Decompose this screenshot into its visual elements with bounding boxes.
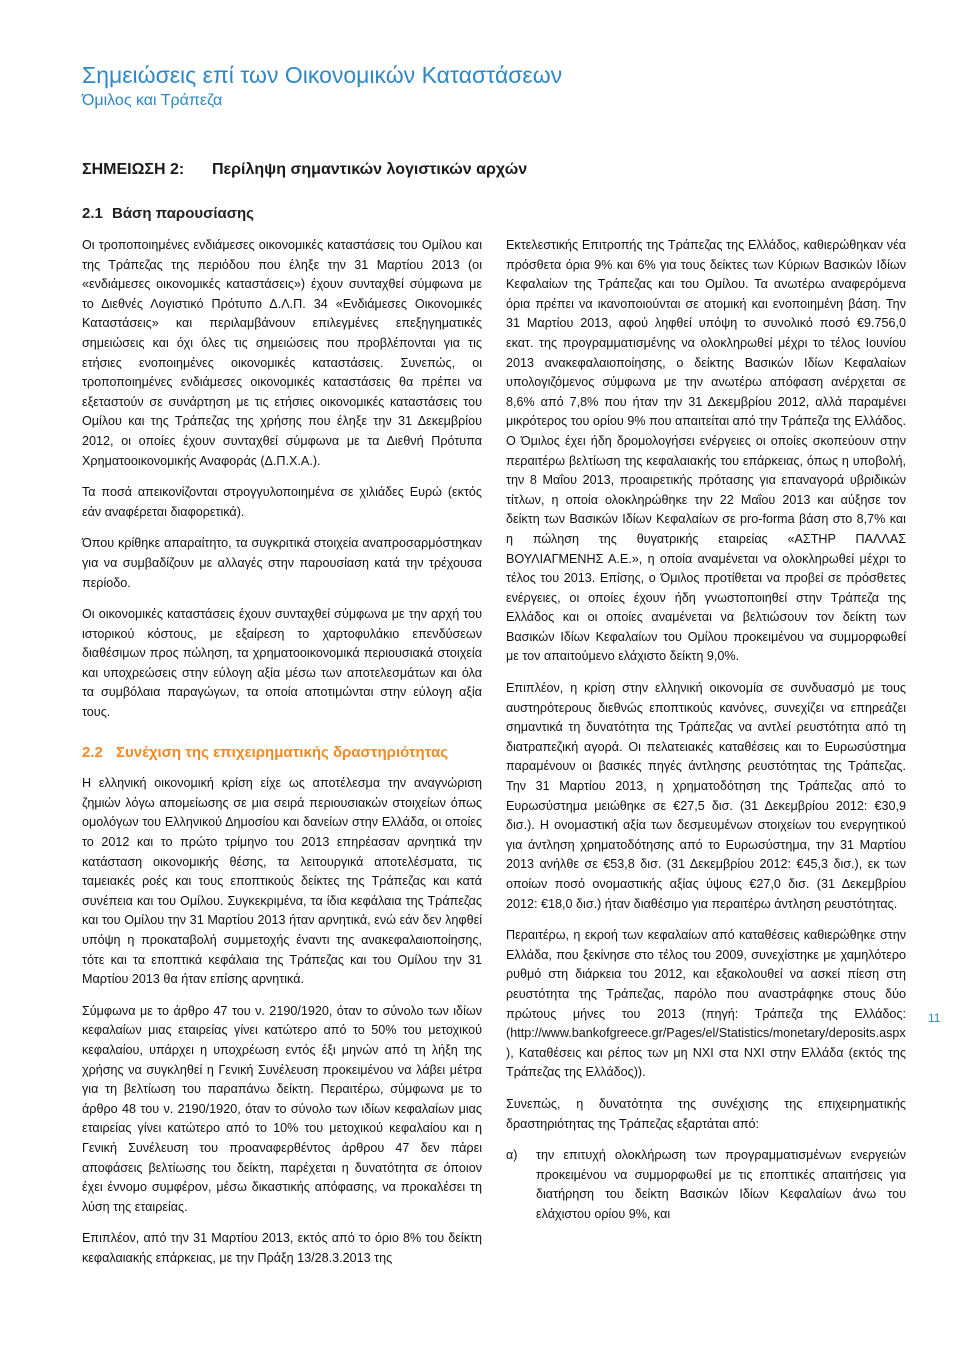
note-title: Περίληψη σημαντικών λογιστικών αρχών — [212, 161, 528, 178]
paragraph: Εκτελεστικής Επιτροπής της Τράπεζας της Ελλάδος, καθιερώθηκαν νέα πρόσθετα όρια 9% και 6% για τους δείκτες των Κύριων Βασικών Ιδίων Κεφαλαίων της Τράπεζας και του Ομίλου. Τα ανωτέρω αναφερόμενα όρια πρέπει να ικανοποιούνται σε ατομική και ενοποιημένη βάση. Την 31 Μαρτίου 2013, αφού ληφθεί υπόψη το συνολικό ποσό €9.756,0 εκατ. της προγραμματισμένης να ολοκληρωθεί μέχρι το τέλος Ιουνίου 2013 ανακεφαλαιοποίησης, ο δείκτης Βασικών Ιδίων Κεφαλαίων υπολογιζόμενος σύμφωνα με την ανωτέρω απόφαση ανέρχεται σε 8,6% από 7,8% που ήταν την 31 Δεκεμβρίου 2012, αλλά παραμένει μικρότερος του ορίου 9% που απαιτείται από την Τράπεζα της Ελλάδος. Ο Όμιλος έχει ήδη δρομολογήσει ενέργειες οι οποίες σκοπεύουν στην περαιτέρω βελτίωση της κεφαλαιακής του επάρκειας, όπως η υποβολή, την 8 Μαΐου 2013, προαιρετικής πρότασης για επαναγορά υβριδικών τίτλων, η οποία ολοκληρώθηκε την 22 Μαΐου 2013 και αύξησε τον δείκτη των Βασικών Ιδίων Κεφαλαίων σε pro-forma βάση στο 8,7% και η πώληση της θυγατρικής εταιρείας «ΑΣΤΗΡ ΠΑΛΛΑΣ ΒΟΥΛΙΑΓΜΕΝΗΣ Α.Ε.», η οποία αναμένεται να ολοκληρωθεί μέχρι το τέλος του 2013. Επίσης, ο Όμιλος προτίθεται να προβεί σε πρόσθετες ενέργειες, οι οποίες έχουν ήδη γνωστοποιηθεί στην Τράπεζα της Ελλάδος και οι οποίες αναμένεται να βελτιώσουν τον δείκτη των Βασικών Ιδίων Κεφαλαίων του Ομίλου προκειμένου να συμμορφωθεί με τον απαιτούμενο ελάχιστο δείκτη 9,0%. — [506, 238, 906, 664]
paragraph: Συνεπώς, η δυνατότητα της συνέχισης της επιχειρηματικής δραστηριότητας της Τράπεζας εξαρτάται από: — [506, 1096, 906, 1131]
section-heading-2-2 — [82, 743, 482, 763]
right-column — [506, 236, 906, 1225]
page-title: Σημειώσεις επί των Οικονομικών Καταστάσεων — [82, 62, 563, 88]
note-label: ΣΗΜΕΙΩΣΗ 2: — [82, 161, 185, 178]
left-column — [82, 236, 482, 1281]
paragraph: Τα ποσά απεικονίζονται στρογγυλοποιημένα σε χιλιάδες Ευρώ (εκτός εάν αναφέρεται διαφορετικά). — [82, 485, 482, 519]
section-heading-2-1 — [82, 205, 254, 222]
page-number: 11 — [928, 1011, 941, 1025]
paragraph: Επιπλέον, η κρίση στην ελληνική οικονομία σε συνδυασμό με τους αυστηρότερους διεθνώς εποπτικούς κανόνες, συνεχίζει να επηρεάζει σημαντικά τη δυνατότητα της Τράπεζας να αντλεί ρευστότητα από τη διατραπεζική αγορά. Οι πελατειακές καταθέσεις και το Ευρωσύστημα παραμένουν οι βασικές πηγές άντλησης ρευστότητας της Τράπεζας. Την 31 Μαρτίου 2013, η χρηματοδότηση της Τράπεζας από το Ευρωσύστημα μειώθηκε σε €27,5 δισ. (31 Δεκεμβρίου 2012: €30,9 δισ.). Η ονομαστική αξία των δεσμευμένων στοιχείων του ενεργητικού για άντληση χρηματοδότησης από το Ευρωσύστημα, την 31 Μαρτίου 2013 ανήλθε σε €53,8 δισ. (31 Δεκεμβρίου 2012: €45,3 δισ.), εκ των οποίων ποσό ονομαστικής αξίας ύψους €27,0 δισ. (31 Δεκεμβρίου 2012: €18,0 δισ.) ήταν διαθέσιμο για περαιτέρω άντληση ρευστότητας. — [506, 681, 906, 911]
paragraph: Επιπλέον, από την 31 Μαρτίου 2013, εκτός από το όριο 8% του δείκτη κεφαλαιακής επάρκειας, με την Πράξη 13/28.3.2013 της — [82, 1231, 482, 1265]
section-number: 2.1 — [82, 205, 103, 222]
list-item — [506, 1146, 906, 1224]
paragraph: Οι τροποποιημένες ενδιάμεσες οικονομικές καταστάσεις του Ομίλου και της Τράπεζας της περιόδου που έληξε την 31 Μαρτίου 2013 (οι «ενδιάμεσες οικονομικές καταστάσεις») έχουν συνταχθεί σύμφωνα με το Διεθνές Λογιστικό Πρότυπο Δ.Λ.Π. 34 «Ενδιάμεσες Οικονομικές Καταστάσεις» και περιλαμβάνουν επιλεγμένες επεξηγηματικές σημειώσεις και όχι όλες τις σημειώσεις που προβλέπονται για τις ετήσιες ενοποιημένες οικονομικές καταστάσεις. Συνεπώς, οι τροποποιημένες ενδιάμεσες οικονομικές καταστάσεις θα πρέπει να εξεταστούν σε συνάρτηση με τις ετήσιες οικονομικές καταστάσεις του Ομίλου και της Τράπεζας της χρήσης που έληξε την 31 Δεκεμβρίου 2012, οι οποίες έχουν συνταχθεί σύμφωνα με τα Διεθνή Πρότυπα Χρηματοοικονομικής Αναφοράς (Δ.Π.Χ.Α.). — [82, 238, 482, 468]
paragraph: Περαιτέρω, η εκροή των κεφαλαίων από καταθέσεις καθιερώθηκε στην Ελλάδα, που ξεκίνησε στο τέλος του 2009, συνεχίστηκε με χαμηλότερο ρυθμό στη διάρκεια του 2012, και εξακολουθεί να ασκεί πίεση στη ρευστότητα της Τράπεζας, παρόλο που αναστράφηκε στους δύο πρώτους μήνες του 2013 (πηγή: Τράπεζα της Ελλάδος: (http://www.bankofgreece.gr/Pages/el/Statistics/monetary/deposits.aspx ), Καταθέσεις και ρέπος των μη ΝΧΙ στα ΝΧΙ στην Ελλάδα (εκτός της Τράπεζας της Ελλάδος)). — [506, 928, 906, 1080]
note-heading — [82, 161, 527, 179]
section-title: Συνέχιση της επιχειρηματικής δραστηριότητας — [116, 743, 449, 761]
paragraph: Σύμφωνα με το άρθρο 47 του ν. 2190/1920, όταν το σύνολο των ιδίων κεφαλαίων μιας εταιρείας γίνει κατώτερο από το 50% του μετοχικού κεφαλαίου, υπάρχει η υποχρέωση εντός έξι μηνών από τη λήξη της χρήσης να συγκληθεί η Γενική Συνέλευση προκειμένου να λάβει μέτρα για τη βελτίωση του παραπάνω δείκτη. Περαιτέρω, σύμφωνα με το άρθρο 48 του ν. 2190/1920, όταν το σύνολο των ιδίων κεφαλαίων μιας εταιρείας γίνει κατώτερο από το 10% του μετοχικού κεφαλαίου και η Γενική Συνέλευση του προαναφερθέντος άρθρου 47 δεν πάρει αποφάσεις βελτίωσης του δείκτη, παρέχεται η δυνατότητα σε όποιον έχει έννομο συμφέρον, μέσω δικαστικής απόφασης, να προκαλέσει τη λύση της εταιρείας. — [82, 1003, 482, 1214]
paragraph: Όπου κρίθηκε απαραίτητο, τα συγκριτικά στοιχεία αναπροσαρμόστηκαν για να συμβαδίζουν με αλλαγές στην παρουσίαση κατά την τρέχουσα περίοδο. — [82, 536, 482, 590]
list-item-text: την επιτυχή ολοκλήρωση των προγραμματισμένων ενεργειών προκειμένου να συμμορφωθεί με τις εποπτικές απαιτήσεις για διατήρηση του δείκτη Βασικών Ιδίων Κεφαλαίων άνω του ελάχιστου ορίου 9%, και — [536, 1148, 906, 1221]
page-subtitle: Όμιλος και Τράπεζα — [82, 92, 223, 109]
section-number: 2.2 — [82, 743, 103, 761]
paragraph: Η ελληνική οικονομική κρίση είχε ως αποτέλεσμα την αναγνώριση ζημιών λόγω απομείωσης σε μια σειρά περιουσιακών στοιχείων όπως ομολόγων του Ελληνικού Δημοσίου και δανείων στην Ελλάδα, οι οποίες το 2012 και το πρώτο τρίμηνο του 2013 επηρέασαν αρνητικά την κατάσταση οικονομικής θέσης, τα λειτουργικά αποτελέσματα, τις ταμειακές ροές και τους εποπτικούς δείκτες της Τράπεζας και κατά συνέπεια και του Ομίλου. Συγκεκριμένα, τα ίδια κεφάλαια της Τράπεζας και του Ομίλου την 31 Μαρτίου 2013 ήταν αρνητικά, ενώ εάν δεν ληφθεί υπόψη η προκαταβολή συμμετοχής έναντι της ανακεφαλαιοποίησης, τότε και τα εποπτικά κεφάλαια της Τράπεζας και του Ομίλου την 31 Μαρτίου 2013 θα ήταν επίσης αρνητικά. — [82, 776, 482, 987]
paragraph: Οι οικονομικές καταστάσεις έχουν συνταχθεί σύμφωνα με την αρχή του ιστορικού κόστους, με εξαίρεση το χαρτοφυλάκιο επενδύσεων διαθέσιμων προς πώληση, τα χρηματοοικονομικά περιουσιακά στοιχεία και υποχρεώσεις στην εύλογη αξία μέσω των αποτελεσμάτων και όλα τα συμβόλαια παραγώγων, τα οποία αποτιμώνται στην εύλογη αξία τους. — [82, 607, 482, 720]
list-marker: α) — [506, 1148, 518, 1163]
section-title: Βάση παρουσίασης — [112, 205, 254, 222]
